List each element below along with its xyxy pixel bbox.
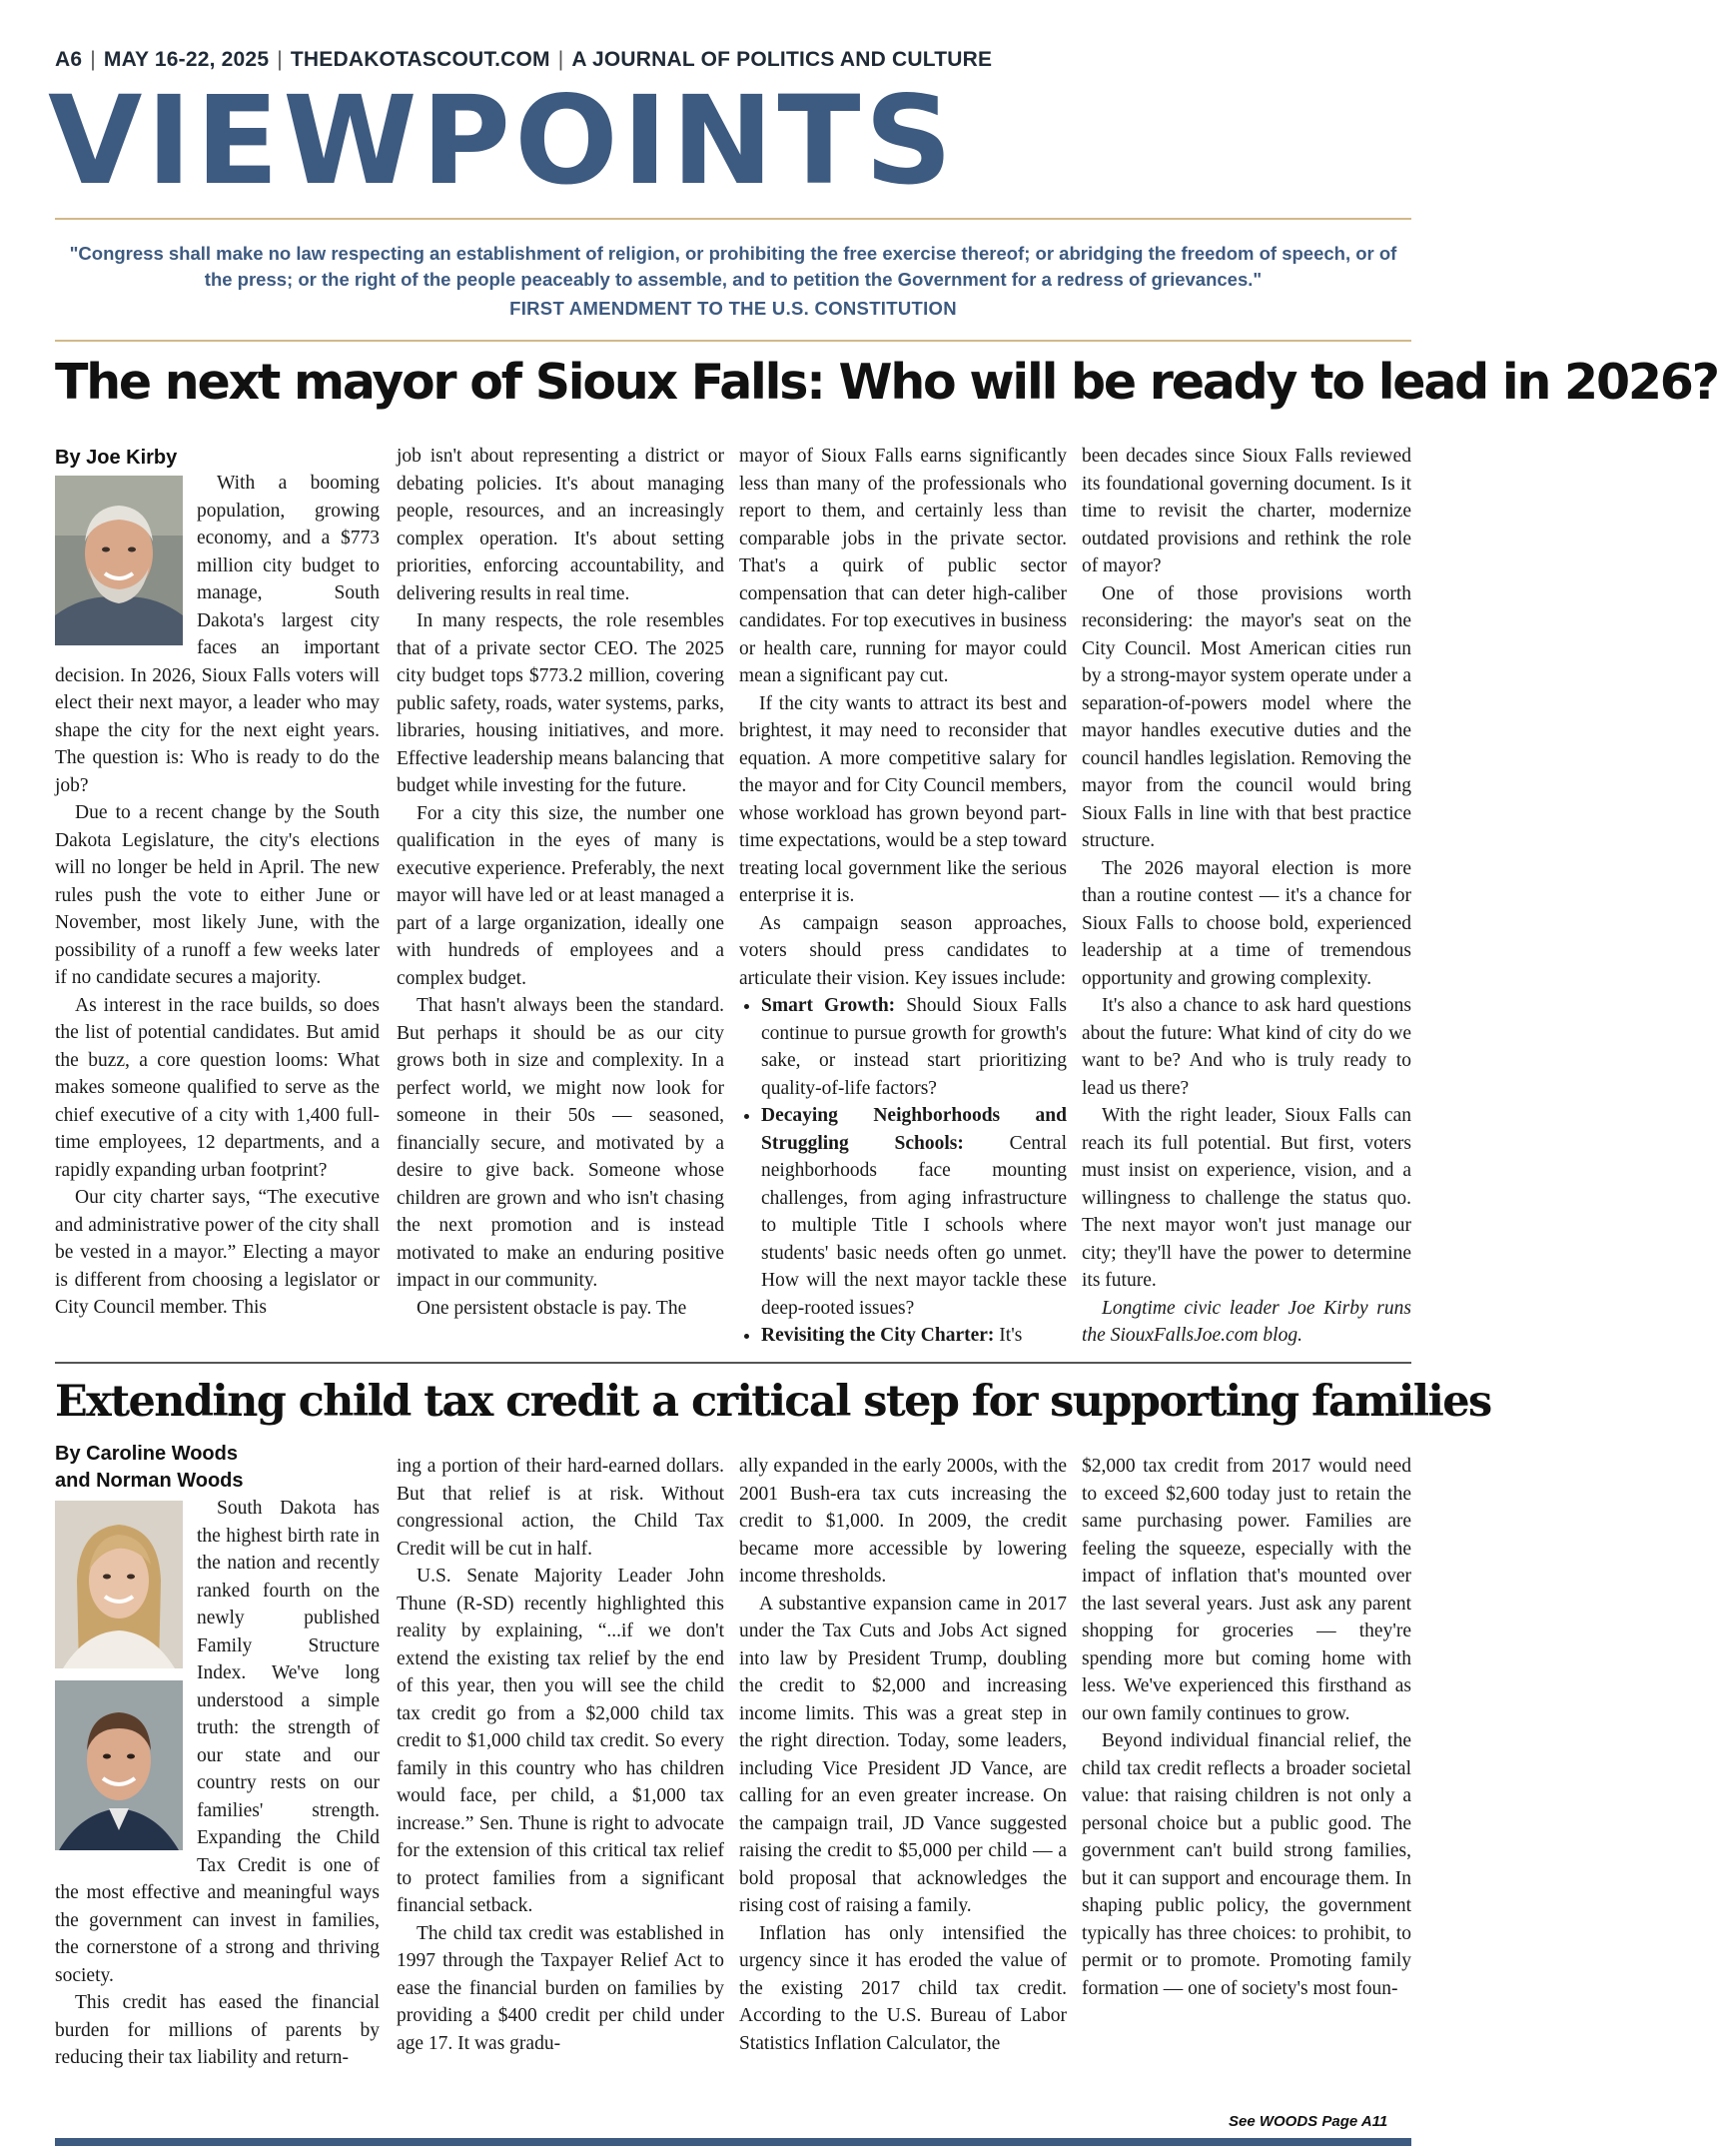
key-issue-label: Decaying Neighborhoods and Struggling Schools:: [761, 1105, 1067, 1154]
article1-c2-p4: That hasn't always been the standard. But perhaps it should be as our city grows both in size and complexity. In a perfect world, we might now look for someone in their 50s — seasoned, financially secure, and motivated by a desire to give back. Someone whose children are grown and who isn't chasing the next promotion and is instead motivated to make an enduring positive impact in our community.: [397, 995, 724, 1291]
publication-tagline: A JOURNAL OF POLITICS AND CULTURE: [571, 48, 993, 71]
page-number: A6: [55, 48, 83, 71]
key-issue-label: Revisiting the City Charter:: [761, 1325, 995, 1346]
article1-byline: By Joe Kirby: [55, 447, 178, 469]
article1-c1-p2: Due to a recent change by the South Dakota Legislature, the city's elections will no longer be held in April. The new rules push the vote to either June or November, most likely June, with the possibility of a runoff a few weeks later if no candidate secures a majority.: [55, 802, 380, 988]
article2-byline-line2: and Norman Woods: [55, 1470, 244, 1492]
article1-column-3: [739, 443, 1068, 1346]
key-issue-item: [761, 1322, 1067, 1350]
article2-column-4: [1082, 1453, 1411, 2108]
article-divider: [55, 1362, 1411, 1364]
key-issue-label: Smart Growth:: [761, 995, 896, 1016]
article2-c4-p2: Beyond individual financial relief, the child tax credit reflects a broader societal value: that raising children is not only a personal choice but a public good. The government can't build strong families, but it can support and encourage them. In shaping public policy, the government typically has three choices: to prohibit, to permit or to promote. Promoting family formation — one of society's most foun-: [1082, 1730, 1411, 1999]
article2-column-1: [55, 1495, 380, 2106]
article1-c4-p5: With the right leader, Sioux Falls can reach its full potential. But first, voters must insist on experience, vision, and a willingness to challenge the status quo. The next mayor won't just manage our city; they'll have the power to determine its future.: [1082, 1105, 1411, 1291]
author-tagline: Longtime civic leader Joe Kirby runs the SiouxFallsJoe.com blog.: [1082, 1297, 1411, 1346]
site-url: THEDAKOTASCOUT.COM: [290, 48, 550, 71]
key-issue-text: Should Sioux Falls continue to pursue growth for growth's sake, or instead start prioritizing quality-of-life factors?: [761, 995, 1068, 1099]
key-issue-item: [761, 1102, 1067, 1322]
article1-c4-p3: The 2026 mayoral election is more than a routine contest — it's a chance for Sioux Falls to choose bold, experienced leadership at a time of tremendous opportunity and growing complexity.: [1082, 857, 1411, 989]
article2-headline: Extending child tax credit a critical step for supporting families: [55, 1377, 1491, 1427]
article1-c4-p2: One of those provisions worth reconsidering: the mayor's seat on the City Council. Most American cities run by a strong-mayor system operate under a separation-of-powers model where the mayor handles executive duties and the council handles legislation. Removing the mayor from the council would bring Sioux Falls in line with that best practice structure.: [1082, 582, 1411, 851]
key-issues-list: [739, 992, 1067, 1350]
article1-c2-p3: For a city this size, the number one qualification in the eyes of many is executive experience. Preferably, the next mayor will have led or at least managed a part of a large organization, ideally one with hundreds of employees and a complex budget.: [397, 802, 724, 989]
article2-c2-p1: ing a portion of their hard-earned dollars. But that relief is at risk. Without congressional action, the Child Tax Credit will be cut in half.: [397, 1456, 724, 1560]
caroline-woods-photo: [55, 1501, 183, 1668]
article1-column-1: [55, 470, 380, 1324]
article2-c3-p3: Inflation has only intensified the urgency since it has eroded the value of the existing 2017 child tax credit. According to the U.S. Bureau of Labor Statistics Inflation Calculator, the: [739, 1922, 1067, 2054]
article2-c1-p2: This credit has eased the financial burden for millions of parents by reducing their tax liability and return-: [55, 1992, 380, 2068]
article2-byline-line1: By Caroline Woods: [55, 1443, 238, 1465]
article1-column-2: [397, 443, 724, 1324]
article2-column-2: [397, 1453, 724, 2106]
article2-byline: [55, 1441, 244, 1495]
article1-c1-p3: As interest in the race builds, so does the list of potential candidates. But amid the buzz, a core question looms: What makes someone qualified to serve as the chief executive of a city with 1,400 full-time employees, 12 departments, and a rapidly expanding urban footprint?: [55, 994, 380, 1181]
article1-c3-p2: If the city wants to attract its best and brightest, it may need to reconsider that equation. A more competitive salary for the mayor and for City Council members, whose workload has grown beyond part-time expectations, would be a step toward treating local government like the serious enterprise it is.: [739, 692, 1067, 906]
article1-c3-p1: mayor of Sioux Falls earns significantly less than many of the professionals who report to them, and certainly less than comparable jobs in the private sector. That's a quirk of public sector compensation that can deter high-caliber candidates. For top executives in business or health care, running for mayor could mean a significant pay cut.: [739, 446, 1067, 686]
article1-c4-p4: It's also a chance to ask hard questions about the future: What kind of city do we want to be? And who is truly ready to lead us there?: [1082, 995, 1411, 1099]
article1-column-4: [1082, 443, 1411, 1346]
key-issue-text: Central neighborhoods face mounting challenges, from aging infrastructure to multiple Title I schools where students' basic needs often go unmet. How will the next mayor tackle these deep-rooted issues?: [761, 1132, 1067, 1319]
masthead-rule: [55, 218, 1411, 220]
norman-woods-photo: [55, 1680, 183, 1850]
first-amendment-quote: "Congress shall make no law respecting an establishment of religion, or prohibiting the free exercise thereof; or abridging the freedom of speech, or of the press; or the right of the people peaceably to assemble, and to petition the Government for a redress of grievances.": [69, 243, 1397, 290]
article1-headline: The next mayor of Sioux Falls: Who will be ready to lead in 2026?: [55, 354, 1718, 411]
article2-c2-p3: The child tax credit was established in 1997 through the Taxpayer Relief Act to ease the financial burden on families by providing a $400 credit per child under age 17. It was gradu-: [397, 1922, 724, 2054]
key-issue-text: It's: [994, 1325, 1023, 1346]
article2-column-3: [739, 1453, 1067, 2106]
key-issue-item: [761, 992, 1067, 1102]
issue-date: MAY 16-22, 2025: [103, 48, 270, 71]
section-masthead: VIEWPOINTS: [48, 70, 957, 212]
article2-c1-p1: South Dakota has the highest birth rate in the nation and recently ranked fourth on the newly published Family Structure Index. We've long understood a simple truth: the strength of our state and our country rests on our families' strength. Expanding the Child Tax Credit is one of the most effective and meaningful ways the government can invest in families, the cornerstone of a strong and thriving society.: [55, 1498, 380, 1986]
article1-c3-p3: As campaign season approaches, voters should press candidates to articulate their vision. Key issues include:: [739, 912, 1067, 989]
article2-c4-p1: $2,000 tax credit from 2017 would need to exceed $2,600 today just to retain the same purchasing power. Families are feeling the squeeze, especially with the impact of inflation that's mounted over the last several years. Just ask any parent shopping for groceries — they're spending more but coming home with less. We've experienced this firsthand as our own family continues to grow.: [1082, 1456, 1411, 1724]
article1-c1-p4: Our city charter says, “The executive and administrative power of the city shall be vested in a mayor.” Electing a mayor is different from choosing a legislator or City Council member. This: [55, 1187, 380, 1318]
author-photos: [55, 1501, 183, 1862]
page-bottom-bar: [55, 2138, 1411, 2146]
folio-line: A6 | MAY 16-22, 2025 | THEDAKOTASCOUT.COM | A JOURNAL OF POLITICS AND CULTURE: [55, 48, 993, 71]
article2-c2-p2: U.S. Senate Majority Leader John Thune (R-SD) recently highlighted this reality by explaining, “...if we don't extend the existing tax relief by the end of this year, then you will see the child tax credit go from a $2,000 child tax credit to $1,000 child tax credit. So every family in this country who has children would face, per child, a $1,000 tax increase.” Sen. Thune is right to advocate for the extension of this critical tax relief to protect families from a significant financial setback.: [397, 1566, 724, 1916]
article2-c3-p1: ally expanded in the early 2000s, with the 2001 Bush-era tax cuts increasing the credit to $1,000. In 2009, the credit became more accessible by lowering income thresholds.: [739, 1456, 1067, 1587]
amendment-rule: [55, 340, 1411, 342]
article1-c1-p1: With a booming population, growing economy, and a $773 million city budget to manage, South Dakota's largest city faces an important decision. In 2026, Sioux Falls voters will elect their next mayor, a leader who may shape the city for the next eight years. The question is: Who is ready to do the job?: [55, 473, 380, 796]
article1-c2-p5: One persistent obstacle is pay. The: [417, 1297, 687, 1319]
article1-c2-p1: job isn't about representing a district or debating policies. It's about managing people, resources, and an increasingly complex operation. It's about setting priorities, enforcing accountability, and delivering results in real time.: [397, 446, 724, 604]
article1-c4-p1: been decades since Sioux Falls reviewed its foundational governing document. Is it time to revisit the charter, modernize outdated provisions and rethink the role of mayor?: [1082, 446, 1411, 576]
first-amendment-source: FIRST AMENDMENT TO THE U.S. CONSTITUTION: [509, 298, 957, 319]
article1-c2-p2: In many respects, the role resembles that of a private sector CEO. The 2025 city budget tops $773.2 million, covering public safety, roads, water systems, parks, libraries, housing initiatives, and more. Effective leadership means balancing that budget while investing for the future.: [397, 610, 724, 796]
joe-kirby-photo: [55, 476, 183, 645]
article2-c3-p2: A substantive expansion came in 2017 under the Tax Cuts and Jobs Act signed into law by President Trump, doubling the credit to $2,000 and increasing income limits. This was a great step in the right direction. Today, some leaders, including Vice President JD Vance, are calling for an even greater increase. On the campaign trail, JD Vance suggested raising the credit to $5,000 per child — a bold proposal that acknowledges the rising cost of raising a family.: [739, 1593, 1067, 1916]
continued-jump-line[interactable]: See WOODS Page A11: [1229, 2113, 1388, 2130]
